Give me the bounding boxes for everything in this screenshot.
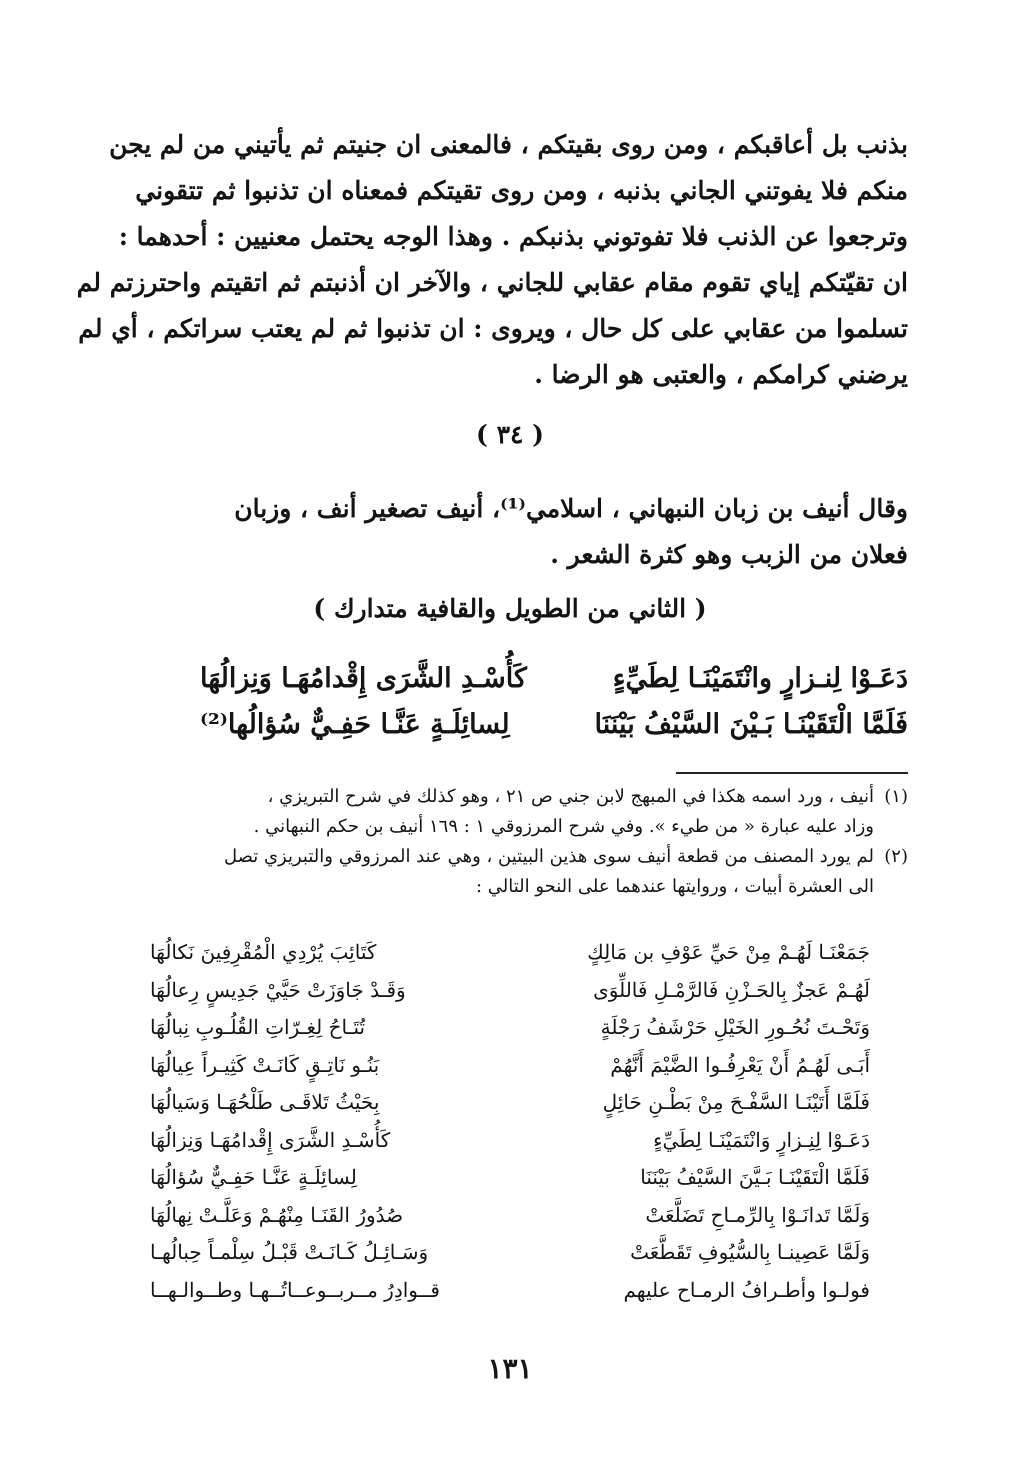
footnote-line: الى العشرة أبيات ، وروايتها عندهما على النحو التالي :	[475, 876, 874, 897]
verse-line	[150, 934, 870, 972]
verse-line	[150, 1234, 870, 1272]
footnote-number: (١)	[884, 786, 908, 807]
verse-second-hemistich: كَأُسْـدِ الشَّرَى إِقْدامُهَـا وَنِزالُهَا	[200, 663, 527, 694]
verse-first-hemistich: دَعَـوْا لِنـزارٍ وانْتَمَيْنَـا لِطَيِّءٍ	[612, 663, 908, 694]
verse-first-hemistich: فَلَمَّا أَتَيْنَـا السَّفْـحَ مِنْ بَطْـنِ حَائِلٍ	[602, 1090, 870, 1114]
meter-heading: ( الثاني من الطويل والقافية متدارك )	[313, 594, 707, 623]
verse-line	[150, 1047, 870, 1085]
verse-second-hemistich: وَقَـدْ جَاوَزَتْ حَيَّيْ جَدِيسٍ رِعالُهَا	[150, 977, 406, 1002]
verse-line	[200, 656, 908, 702]
verse-first-hemistich: دَعَـوْا لِنِـزارٍ وَانْتَمَيْنَـا لِطَيِّءٍ	[653, 1127, 870, 1152]
verse-second-hemistich: بِحَيْثُ تَلاقَـى طَلْحُهَـا وَسَيالُهَا	[150, 1090, 380, 1114]
main-verses	[200, 656, 908, 748]
verse-first-hemistich: فَلَمَّا الْتَقَيْنَـا بَـيْنَ السَّيْفُ بَيْنَنَا	[594, 709, 908, 740]
verse-line	[150, 1159, 870, 1197]
verse-first-hemistich: لَهُـمْ عَجزٌ بِالحَـزْنِ فَالرَّمْـلِ فَاللِّوَى	[593, 977, 870, 1002]
verse-second-hemistich: كَتَائِبَ يُرْدِي الْمُقْرِفِينَ نَكالُهَا	[150, 940, 377, 964]
verse-second-hemistich: وَسَـائِـلُ كَـانَـتْ قَبْـلُ سِلْمـاً حِبالُهـا	[150, 1240, 429, 1264]
paragraph-line: ان تقيّتكم إياي تقوم مقام عقابي للجاني ، والآخر ان أذنبتم ثم اتقيتم واحترزتم لم	[76, 268, 908, 297]
verse-first-hemistich: فَلَمَّا الْتَقَيْنَـا بَـيَّنَ السَّيْفُ بَيْنَنَا	[640, 1165, 870, 1189]
verse-second-hemistich: بَنُـو نَاتِـقٍ كَانَـتْ كَثِيـراً عِيالُهَا	[150, 1052, 380, 1077]
section-number: ( ٣٤ )	[476, 420, 544, 449]
paragraph-line: تسلموا من عقابي على كل حال ، ويروى : ان تذنبوا ثم لم يعتب سراتكم ، أي لم	[78, 314, 908, 343]
paragraph-line: منكم فلا يفوتني الجاني بذنبه ، ومن روى تقيتكم فمعناه ان تذنبوا ثم تتقوني	[135, 176, 908, 205]
paragraph-line: فعلان من الزبب وهو كثرة الشعر .	[550, 540, 908, 569]
footnote	[160, 842, 908, 902]
verse-line	[150, 1009, 870, 1047]
page-number: ١٣١	[487, 1352, 533, 1385]
poet-intro-paragraph	[200, 486, 908, 578]
footnote	[160, 782, 908, 842]
verse-second-hemistich: كَأُسْـدِ الشَّرَى إِقْدامُهَـا وَنِزالُهَا	[150, 1127, 391, 1152]
verse-second-hemistich: صُدُورُ القَنَـا مِنْهُـمْ وَعَلَّـتْ نِهالُهَا	[150, 1202, 404, 1227]
verse-second-hemistich: تُتَـاحُ لِغِـرّاتِ القُلُـوبِ نِبالُهَا	[150, 1015, 366, 1039]
verse-line	[150, 1197, 870, 1235]
footnote-divider	[676, 772, 908, 774]
footnote-number: (٢)	[884, 846, 908, 867]
footnotes	[160, 782, 908, 902]
verse-second-hemistich: لِسائِلَـةٍ عَنَّـا حَفِـيٌّ سُؤالُها⁽²⁾	[200, 709, 510, 740]
verse-line	[150, 1084, 870, 1122]
verse-line	[150, 1272, 870, 1310]
verse-first-hemistich: فولـوا وأطـرافُ الرمـاح عليهم	[623, 1277, 870, 1302]
paragraph-line: بذنب بل أعاقبكم ، ومن روى بقيتكم ، فالمعنى ان جنيتم ثم يأتيني من لم يجن	[109, 130, 908, 159]
paragraph-line: وترجعوا عن الذنب فلا تفوتوني بذنبكم . وهذا الوجه يحتمل معنيين : أحدهما :	[118, 222, 908, 251]
verse-line	[200, 702, 908, 748]
footnote-verses	[150, 934, 870, 1309]
verse-first-hemistich: وَلَمَّا عَصِينـا بِالسُّيُوفِ تَقَطَّعَتْ	[630, 1240, 870, 1264]
paragraph-line: وقال أنيف بن زبان النبهاني ، اسلامي⁽¹⁾، أنيف تصغير أنف ، وزبان	[234, 494, 908, 523]
verse-first-hemistich: وَتَحْـتَ نُحُـورِ الخَيْلِ حَرْشَفُ رَجْلَةٍ	[600, 1015, 870, 1039]
verse-line	[150, 972, 870, 1010]
footnote-line: وزاد عليه عبارة « من طيء ». وفي شرح المرزوقي ١ : ١٦٩ أنيف بن حكم النبهاني .	[253, 816, 874, 837]
verse-first-hemistich: وَلَمَّا تَدانَـوْا بِالرِّمـاحِ تَضَلَّعَتْ	[645, 1202, 870, 1227]
commentary-paragraph	[76, 122, 908, 398]
verse-first-hemistich: أَبَـى لَهُـمُ أَنْ يَعْرِفُـوا الضَّيْمَ أَنَّهُمْ	[610, 1052, 870, 1077]
verse-first-hemistich: جَمَعْنَـا لَهُـمْ مِنْ حَيِّ عَوْفِ بن مَالِكٍ	[587, 940, 870, 964]
paragraph-line: يرضني كرامكم ، والعتبى هو الرضا .	[534, 360, 908, 389]
footnote-line: أنيف ، ورد اسمه هكذا في المبهج لابن جني ص ٢١ ، وهو كذلك في شرح التبريزي ،	[267, 786, 874, 807]
verse-second-hemistich: لِسائِلَـةٍ عَنَّـا حَفِـيٌّ سُؤالُهَا	[150, 1165, 357, 1189]
verse-line	[150, 1122, 870, 1160]
footnote-line: لم يورد المصنف من قطعة أنيف سوى هذين البيتين ، وهي عند المرزوقي والتبريزي تصل	[224, 846, 874, 867]
verse-second-hemistich: قــوادِرُ مــربــوعــاتُــهـا وطــوالـهــا	[150, 1277, 440, 1302]
